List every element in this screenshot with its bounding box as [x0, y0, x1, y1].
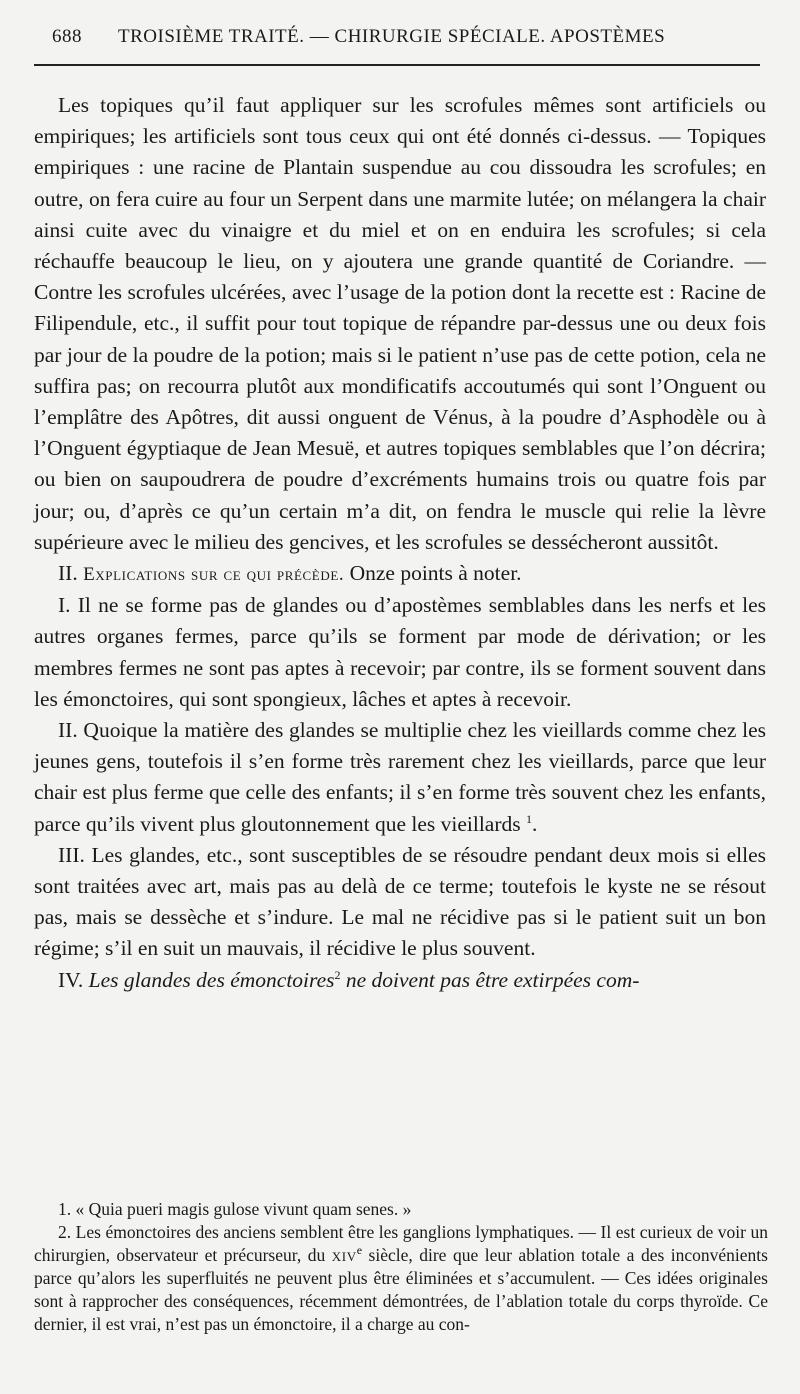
- section-number: II.: [58, 561, 84, 586]
- footnotes: [34, 1198, 768, 1336]
- header-rule: [34, 64, 760, 66]
- paragraph-topiques: Les topiques qu’il faut appliquer sur les scrofules mêmes sont artificiels ou empiriques; les artificiels sont tous ceux qui ont été donnés ci-dessus. — Topiques empiriques : une racine de Plantain suspendue au cou dissoudra les scrofules; en outre, on fera cuire au four un Serpent dans une marmite lutée; on mélangera la chair ainsi cuite avec du vinaigre et du miel et on en enduira les scrofules; si cela réchauffe beaucoup le lieu, on y ajoutera une grande quantité de Coriandre. — Contre les scrofules ulcérées, avec l’usage de la potion dont la recette est : Racine de Filipendule, etc., il suffit pour tout topique de répandre par-dessus une ou deux fois par jour de la poudre de la potion; mais si le patient n’use pas de cette potion, cela ne suffira pas; on recourra plutôt aux mondificatifs accoutumés qui sont l’Onguent ou l’emplâtre des Apôtres, dit aussi onguent de Vénus, à la poudre d’Asphodèle ou à l’Onguent égyptiaque de Jean Mesuë, et autres topiques semblables que l’on décrira; ou bien on saupoudrera de poudre d’excréments humains trois ou quatre fois par jour; ou, d’après ce qu’un certain m’a dit, on fendra le muscle qui relie la lèvre supérieure avec le milieu des gencives, et les scrofules se dessécheront aussitôt.: [34, 93, 766, 554]
- main-text: [34, 90, 766, 996]
- footnote-2: [34, 1221, 768, 1336]
- paragraph-point-3: III. Les glandes, etc., sont susceptibles de se résoudre pendant deux mois si elles sont traitées avec art, mais pas au delà de ce terme; toutefois le kyste ne se résout pas, mais se dessèche et s’indure. Le mal ne récidive pas si le patient suit un bon régime; s’il en suit un mauvais, il récidive le plus souvent.: [34, 842, 766, 961]
- paragraph-explications: [34, 558, 766, 590]
- century-superscript: e: [356, 1242, 363, 1257]
- footnote-2-part-b: siècle, dire que leur ablation totale a des inconvénients parce qu’alors les superfluités ne peuvent plus être éliminées et s’accumulent. — Ces idées originales sont à rapprocher des conséquences, récemment démontrées, de l’ablation totale du corps thyroïde. Ce dernier, il est vrai, n’est pas un émonctoire, il a charge au con-: [34, 1244, 768, 1334]
- paragraph-point-2: [34, 715, 766, 840]
- running-title: TROISIÈME TRAITÉ. — CHIRURGIE SPÉCIALE. APOSTÈMES: [118, 26, 666, 47]
- point-2-end: .: [532, 811, 538, 836]
- footnote-1: 1. « Quia pueri magis gulose vivunt quam senes. »: [58, 1199, 412, 1219]
- point-4-number: IV.: [58, 967, 89, 992]
- paragraph-point-4: [34, 965, 766, 996]
- paragraph-point-1: I. Il ne se forme pas de glandes ou d’apostèmes semblables dans les nerfs et les autres organes fermes, parce qu’ils se forment par mode de dérivation; or les membres fermes ne sont pas aptes à recevoir; par contre, ils se forment souvent dans les émonctoires, qui sont spongieux, lâches et aptes à recevoir.: [34, 593, 766, 711]
- footnote-ref-1: 1: [526, 811, 533, 826]
- point-4-italic-a: Les glandes des émonctoires: [88, 967, 335, 992]
- footnote-2-part-a: 2. Les émonctoires des anciens semblent être les ganglions lymphatiques. — Il est curieux de voir un chirurgien, observateur et précurseur, du: [34, 1221, 768, 1265]
- page-number: 688: [52, 26, 82, 47]
- section-subtitle: Onze points à noter.: [344, 561, 522, 586]
- point-4-italic-b: ne doivent pas être extirpées com-: [340, 967, 640, 992]
- point-2-text: II. Quoique la matière des glandes se multiplie chez les vieillards comme chez les jeunes gens, toutefois il s’en forme très rarement chez les vieillards, parce que leur chair est plus ferme que celle des enfants; il s’en forme très souvent chez les enfants, parce qu’ils vivent plus gloutonnement que les vieillards: [34, 718, 766, 836]
- century-numeral: xiv: [331, 1244, 357, 1266]
- footnote-ref-2: 2: [334, 967, 341, 982]
- section-heading: Explications sur ce qui précède.: [83, 564, 345, 586]
